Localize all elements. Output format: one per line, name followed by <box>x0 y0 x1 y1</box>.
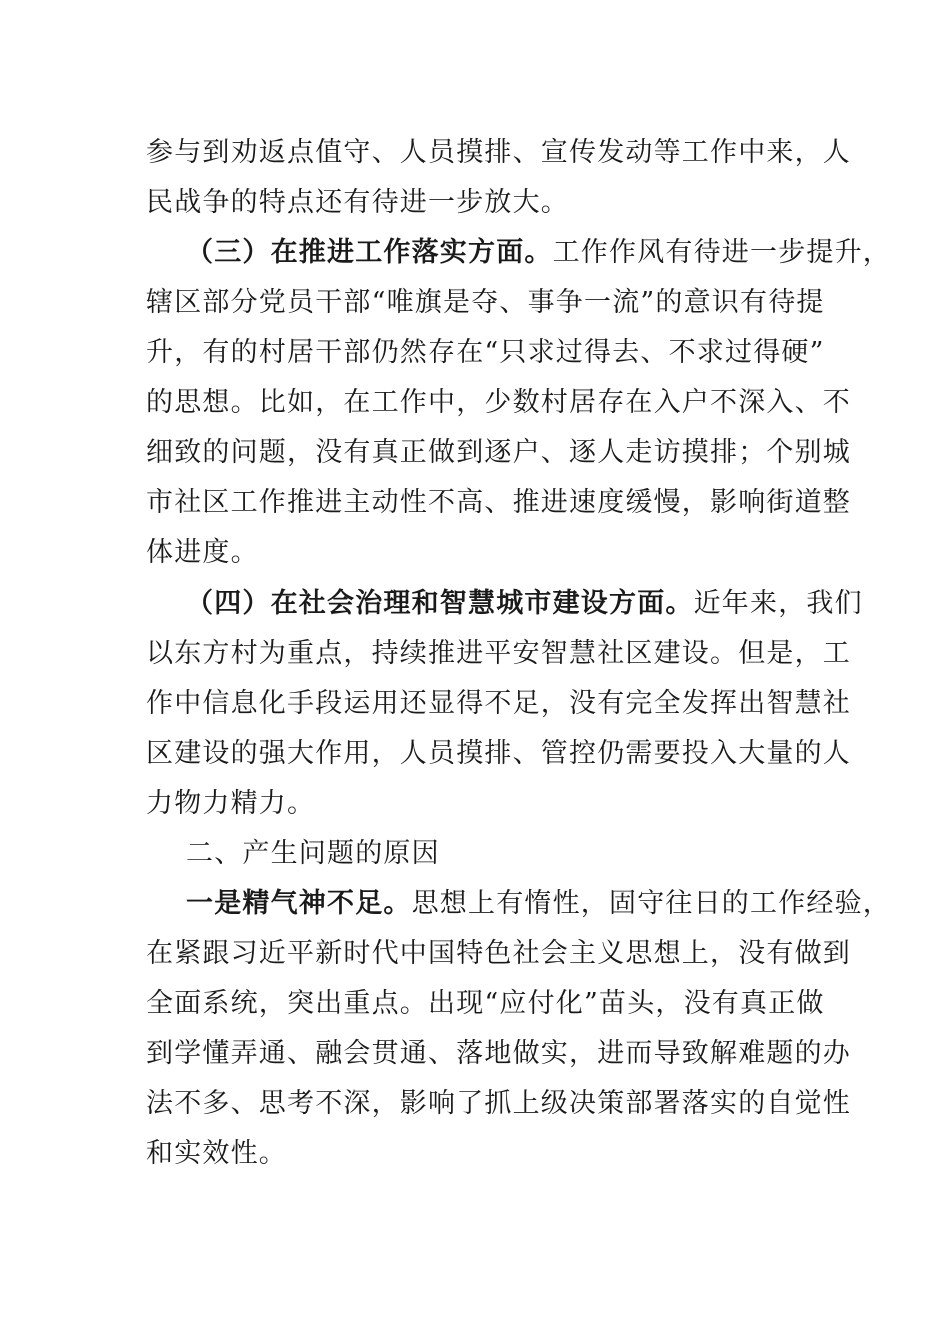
paragraph-line <box>146 784 826 824</box>
section-title-causes: 二、产生问题的原因 <box>186 838 440 869</box>
paragraph-line <box>146 483 851 523</box>
paragraph-line <box>146 133 851 173</box>
line-text: 的思想。比如，在工作中，少数村居存在入户不深入、不 <box>146 387 851 418</box>
paragraph-line <box>146 1084 851 1124</box>
paragraph-line <box>146 383 851 423</box>
line-text: 作中信息化手段运用还显得不足，没有完全发挥出智慧社 <box>146 688 851 719</box>
line-text: 全面系统，突出重点。出现“应付化”苗头，没有真正做 <box>146 988 825 1019</box>
line-text: 法不多、思考不深，影响了抓上级决策部署落实的自觉性 <box>146 1088 851 1119</box>
paragraph-line <box>146 734 851 774</box>
line-text: 参与到劝返点值守、人员摸排、宣传发动等工作中来，人 <box>146 137 851 168</box>
section-title-line <box>186 834 826 874</box>
line-text: 工作作风有待进一步提升， <box>552 237 892 268</box>
line-text: 在紧跟习近平新时代中国特色社会主义思想上，没有做到 <box>146 938 851 969</box>
paragraph-line <box>146 533 826 573</box>
section-heading-line <box>186 584 863 624</box>
paragraph-line <box>146 283 826 323</box>
section-heading-four: （四）在社会治理和智慧城市建设方面。 <box>186 588 694 619</box>
section-heading-three: （三）在推进工作落实方面。 <box>186 237 553 268</box>
line-text: 辖区部分党员干部“唯旗是夺、事争一流”的意识有待提 <box>146 287 825 318</box>
line-text: 细致的问题，没有真正做到逐户、逐人走访摸排；个别城 <box>146 437 851 468</box>
paragraph-line <box>146 433 851 473</box>
line-text: 和实效性。 <box>146 1138 287 1169</box>
line-text: 区建设的强大作用，人员摸排、管控仍需要投入大量的人 <box>146 738 851 769</box>
paragraph-line <box>146 684 851 724</box>
section-heading-line <box>186 884 892 924</box>
line-text: 到学懂弄通、融会贯通、落地做实，进而导致解难题的办 <box>146 1038 851 1069</box>
paragraph-line <box>146 1034 851 1074</box>
paragraph-line <box>146 183 826 223</box>
line-text: 思想上有惰性，固守往日的工作经验， <box>411 888 892 919</box>
paragraph-line <box>146 934 851 974</box>
line-text: 以东方村为重点，持续推进平安智慧社区建设。但是，工 <box>146 638 851 669</box>
point-heading-one: 一是精气神不足。 <box>186 888 412 919</box>
line-text: 民战争的特点还有待进一步放大。 <box>146 187 569 218</box>
paragraph-line <box>146 984 826 1024</box>
line-text: 近年来，我们 <box>693 588 863 619</box>
line-text: 升，有的村居干部仍然存在“只求过得去、不求过得硬” <box>146 337 825 368</box>
paragraph-line <box>146 1134 826 1174</box>
paragraph-line <box>146 634 851 674</box>
line-text: 市社区工作推进主动性不高、推进速度缓慢，影响街道整 <box>146 487 851 518</box>
line-text: 力物力精力。 <box>146 788 316 819</box>
line-text: 体进度。 <box>146 537 259 568</box>
section-heading-line <box>186 233 892 273</box>
paragraph-line <box>146 333 826 373</box>
